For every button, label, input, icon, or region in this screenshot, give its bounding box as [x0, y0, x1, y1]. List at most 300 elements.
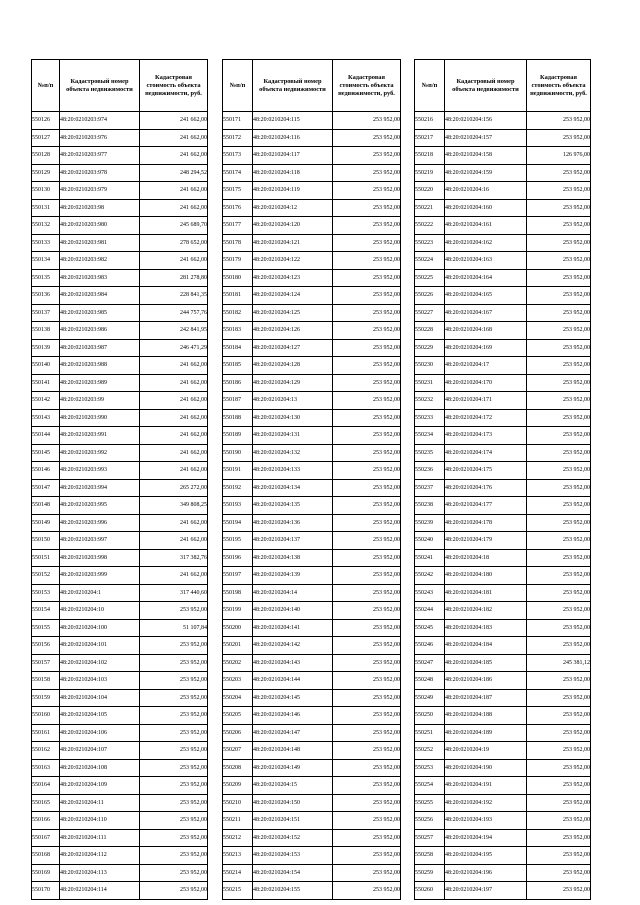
row-number: 550240: [415, 532, 445, 550]
table-row: [415, 287, 591, 305]
cadastral-number: 48:20:0210204:140: [253, 602, 333, 620]
row-number: 550246: [415, 637, 445, 655]
row-number: 550230: [415, 357, 445, 375]
row-number: 550213: [223, 847, 253, 865]
row-number: 550182: [223, 304, 253, 322]
row-number: 550166: [32, 812, 60, 830]
table-row: [223, 129, 401, 147]
cadastral-number: 48:20:0210204:196: [445, 864, 527, 882]
cadastral-number: 48:20:0210203:993: [60, 462, 140, 480]
cadastral-number: 48:20:0210204:170: [445, 374, 527, 392]
cadastral-value: 253 952,00: [527, 759, 591, 777]
cadastral-number: 48:20:0210204:182: [445, 602, 527, 620]
row-number: 550184: [223, 339, 253, 357]
cadastral-number: 48:20:0210203:994: [60, 479, 140, 497]
table-row: [32, 304, 208, 322]
row-number: 550253: [415, 759, 445, 777]
cadastral-value: 253 952,00: [333, 199, 401, 217]
table-row: [223, 217, 401, 235]
table-row: [32, 199, 208, 217]
cadastral-number: 48:20:0210204:134: [253, 479, 333, 497]
table-row: [223, 409, 401, 427]
cadastral-number: 48:20:0210204:120: [253, 217, 333, 235]
table-row: [223, 672, 401, 690]
cadastral-value: 253 952,00: [333, 742, 401, 760]
row-number: 550196: [223, 549, 253, 567]
table-row: [32, 479, 208, 497]
cadastral-number: 48:20:0210204:159: [445, 164, 527, 182]
cadastral-value: 51 107,84: [140, 619, 208, 637]
cadastral-number: 48:20:0210204:191: [445, 777, 527, 795]
table-row: [415, 182, 591, 200]
cadastral-value: 241 662,00: [140, 532, 208, 550]
table-row: [415, 444, 591, 462]
table-row: [415, 672, 591, 690]
table-row: [415, 234, 591, 252]
cadastral-number: 48:20:0210203:992: [60, 444, 140, 462]
table-row: [223, 339, 401, 357]
cadastral-number: 48:20:0210203:986: [60, 322, 140, 340]
table-row: [415, 304, 591, 322]
cadastral-number: 48:20:0210204:139: [253, 567, 333, 585]
cadastral-number: 48:20:0210204:148: [253, 742, 333, 760]
cadastral-number: 48:20:0210203:983: [60, 269, 140, 287]
table-row: [32, 724, 208, 742]
cadastral-number: 48:20:0210204:132: [253, 444, 333, 462]
cadastral-value: 253 952,00: [333, 847, 401, 865]
cadastral-number: 48:20:0210204:101: [60, 637, 140, 655]
row-number: 550251: [415, 724, 445, 742]
cadastral-number: 48:20:0210204:180: [445, 567, 527, 585]
cadastral-number: 48:20:0210204:174: [445, 444, 527, 462]
row-number: 550248: [415, 672, 445, 690]
row-number: 550258: [415, 847, 445, 865]
row-number: 550255: [415, 794, 445, 812]
table-row: [415, 829, 591, 847]
cadastral-value: 253 952,00: [333, 392, 401, 410]
cadastral-value: 253 952,00: [333, 549, 401, 567]
cadastral-number: 48:20:0210203:997: [60, 532, 140, 550]
row-number: 550136: [32, 287, 60, 305]
table-row: [32, 164, 208, 182]
table-row: [223, 602, 401, 620]
table-row: [223, 304, 401, 322]
row-number: 550256: [415, 812, 445, 830]
table-row: [32, 847, 208, 865]
cadastral-number: 48:20:0210204:122: [253, 252, 333, 270]
cadastral-number: 48:20:0210204:106: [60, 724, 140, 742]
cadastral-number: 48:20:0210204:13: [253, 392, 333, 410]
table-row: [32, 497, 208, 515]
table-row: [32, 129, 208, 147]
table-row: [223, 619, 401, 637]
cadastral-value: 253 952,00: [333, 129, 401, 147]
cadastral-number: 48:20:0210204:150: [253, 794, 333, 812]
row-number: 550192: [223, 479, 253, 497]
cadastral-value: 253 952,00: [333, 269, 401, 287]
row-number: 550237: [415, 479, 445, 497]
table-row: [223, 462, 401, 480]
cadastral-value: 253 952,00: [140, 759, 208, 777]
cadastral-value: 278 652,00: [140, 234, 208, 252]
cadastral-value: 253 952,00: [527, 339, 591, 357]
row-number: 550131: [32, 199, 60, 217]
cadastral-value: 253 952,00: [333, 637, 401, 655]
cadastral-value: 253 952,00: [527, 584, 591, 602]
cadastral-value: 253 952,00: [527, 129, 591, 147]
cadastral-number: 48:20:0210203:978: [60, 164, 140, 182]
header-cadastral-value: Кадастровая стоимость объекта недвижимости, руб.: [140, 60, 208, 112]
table-row: [32, 882, 208, 900]
row-number: 550138: [32, 322, 60, 340]
cadastral-value: 253 952,00: [333, 234, 401, 252]
cadastral-value: 126 976,00: [527, 147, 591, 165]
table-row: [223, 567, 401, 585]
header-cadastral-number: Кадастровый номер объекта недвижимости: [445, 60, 527, 112]
cadastral-number: 48:20:0210204:164: [445, 269, 527, 287]
row-number: 550197: [223, 567, 253, 585]
cadastral-value: 253 952,00: [140, 812, 208, 830]
cadastral-number: 48:20:0210204:177: [445, 497, 527, 515]
table-row: [223, 584, 401, 602]
header-cadastral-number: Кадастровый номер объекта недвижимости: [253, 60, 333, 112]
row-number: 550149: [32, 514, 60, 532]
cadastral-number: 48:20:0210204:143: [253, 654, 333, 672]
row-number: 550226: [415, 287, 445, 305]
row-number: 550139: [32, 339, 60, 357]
table-row: [223, 444, 401, 462]
row-number: 550167: [32, 829, 60, 847]
table-row: [223, 374, 401, 392]
row-number: 550221: [415, 199, 445, 217]
row-number: 550156: [32, 637, 60, 655]
cadastral-value: 253 952,00: [333, 217, 401, 235]
table-row: [415, 759, 591, 777]
table-row: [415, 392, 591, 410]
table-row: [415, 707, 591, 725]
row-number: 550195: [223, 532, 253, 550]
row-number: 550143: [32, 409, 60, 427]
cadastral-value: 241 662,00: [140, 514, 208, 532]
row-number: 550250: [415, 707, 445, 725]
table-row: [415, 129, 591, 147]
row-number: 550144: [32, 427, 60, 445]
row-number: 550187: [223, 392, 253, 410]
cadastral-number: 48:20:0210204:160: [445, 199, 527, 217]
cadastral-number: 48:20:0210204:118: [253, 164, 333, 182]
table-row: [223, 847, 401, 865]
cadastral-number: 48:20:0210204:113: [60, 864, 140, 882]
cadastral-number: 48:20:0210204:107: [60, 742, 140, 760]
cadastral-number: 48:20:0210203:999: [60, 567, 140, 585]
cadastral-number: 48:20:0210204:184: [445, 637, 527, 655]
table-row: [415, 357, 591, 375]
table-row: [415, 479, 591, 497]
table-row: [415, 654, 591, 672]
table-row: [415, 549, 591, 567]
cadastral-value: 253 952,00: [333, 514, 401, 532]
cadastral-number: 48:20:0210203:989: [60, 374, 140, 392]
cadastral-number: 48:20:0210204:126: [253, 322, 333, 340]
row-number: 550147: [32, 479, 60, 497]
table-row: [415, 462, 591, 480]
row-number: 550174: [223, 164, 253, 182]
table-row: [415, 409, 591, 427]
table-row: [32, 322, 208, 340]
cadastral-value: 241 662,00: [140, 182, 208, 200]
cadastral-number: 48:20:0210204:179: [445, 532, 527, 550]
table-row: [415, 497, 591, 515]
row-number: 550231: [415, 374, 445, 392]
header-number: №п/п: [415, 60, 445, 112]
table-row: [223, 742, 401, 760]
row-number: 550176: [223, 199, 253, 217]
cadastral-number: 48:20:0210204:137: [253, 532, 333, 550]
cadastral-number: 48:20:0210203:987: [60, 339, 140, 357]
cadastral-value: 253 952,00: [333, 829, 401, 847]
table-row: [32, 707, 208, 725]
cadastral-value: 253 952,00: [527, 812, 591, 830]
cadastral-number: 48:20:0210204:181: [445, 584, 527, 602]
row-number: 550202: [223, 654, 253, 672]
row-number: 550227: [415, 304, 445, 322]
cadastral-number: 48:20:0210203:977: [60, 147, 140, 165]
cadastral-value: 253 952,00: [527, 567, 591, 585]
cadastral-value: 253 952,00: [333, 654, 401, 672]
cadastral-number: 48:20:0210204:169: [445, 339, 527, 357]
cadastral-number: 48:20:0210204:195: [445, 847, 527, 865]
table-row: [32, 619, 208, 637]
cadastral-number: 48:20:0210204:16: [445, 182, 527, 200]
cadastral-value: 253 952,00: [333, 532, 401, 550]
cadastral-value: 253 952,00: [527, 707, 591, 725]
cadastral-value: 253 952,00: [527, 602, 591, 620]
table-row: [223, 234, 401, 252]
row-number: 550201: [223, 637, 253, 655]
cadastral-number: 48:20:0210203:985: [60, 304, 140, 322]
row-number: 550154: [32, 602, 60, 620]
cadastral-value: 245 689,70: [140, 217, 208, 235]
cadastral-value: 253 952,00: [527, 479, 591, 497]
cadastral-value: 253 952,00: [333, 304, 401, 322]
row-number: 550243: [415, 584, 445, 602]
row-number: 550207: [223, 742, 253, 760]
cadastral-number: 48:20:0210204:125: [253, 304, 333, 322]
table-row: [32, 269, 208, 287]
row-number: 550161: [32, 724, 60, 742]
header-cadastral-value: Кадастровая стоимость объекта недвижимости, руб.: [333, 60, 401, 112]
table-row: [223, 357, 401, 375]
row-number: 550257: [415, 829, 445, 847]
table-row: [223, 269, 401, 287]
table-row: [415, 514, 591, 532]
table-row: [32, 392, 208, 410]
table-row: [32, 339, 208, 357]
table-row: [415, 427, 591, 445]
table-row: [415, 374, 591, 392]
row-number: 550162: [32, 742, 60, 760]
row-number: 550189: [223, 427, 253, 445]
header-cadastral-value: Кадастровая стоимость объекта недвижимости, руб.: [527, 60, 591, 112]
row-number: 550135: [32, 269, 60, 287]
cadastral-value: 253 952,00: [527, 182, 591, 200]
table-row: [415, 339, 591, 357]
row-number: 550218: [415, 147, 445, 165]
cadastral-number: 48:20:0210204:189: [445, 724, 527, 742]
table-row: [415, 637, 591, 655]
row-number: 550164: [32, 777, 60, 795]
row-number: 550153: [32, 584, 60, 602]
table-row: [415, 567, 591, 585]
table-row: [32, 409, 208, 427]
cadastral-number: 48:20:0210203:990: [60, 409, 140, 427]
table-row: [32, 742, 208, 760]
cadastral-number: 48:20:0210204:117: [253, 147, 333, 165]
cadastral-value: 253 952,00: [140, 689, 208, 707]
table-row: [223, 287, 401, 305]
table-row: [415, 584, 591, 602]
table-row: [32, 112, 208, 130]
cadastral-value: 253 952,00: [527, 409, 591, 427]
row-number: 550238: [415, 497, 445, 515]
row-number: 550150: [32, 532, 60, 550]
cadastral-value: 253 952,00: [140, 864, 208, 882]
table-row: [415, 199, 591, 217]
row-number: 550233: [415, 409, 445, 427]
row-number: 550146: [32, 462, 60, 480]
table-row: [415, 864, 591, 882]
cadastral-value: 253 952,00: [140, 742, 208, 760]
cadastral-value: 241 662,00: [140, 252, 208, 270]
cadastral-number: 48:20:0210204:156: [445, 112, 527, 130]
cadastral-value: 253 952,00: [527, 549, 591, 567]
cadastral-number: 48:20:0210204:102: [60, 654, 140, 672]
cadastral-value: 253 952,00: [333, 427, 401, 445]
table-row: [32, 759, 208, 777]
cadastral-value: 253 952,00: [527, 462, 591, 480]
table-row: [223, 864, 401, 882]
table-row: [32, 374, 208, 392]
table-row: [223, 724, 401, 742]
cadastral-value: 253 952,00: [527, 269, 591, 287]
cadastral-value: 253 952,00: [333, 602, 401, 620]
cadastral-value: 253 952,00: [527, 322, 591, 340]
cadastral-number: 48:20:0210204:130: [253, 409, 333, 427]
header-number: №п/п: [223, 60, 253, 112]
table-row: [32, 147, 208, 165]
header-cadastral-number: Кадастровый номер объекта недвижимости: [60, 60, 140, 112]
cadastral-value: 253 952,00: [140, 724, 208, 742]
table-row: [223, 689, 401, 707]
cadastral-value: 241 662,00: [140, 409, 208, 427]
table-row: [223, 497, 401, 515]
row-number: 550175: [223, 182, 253, 200]
cadastral-value: 253 952,00: [333, 287, 401, 305]
cadastral-number: 48:20:0210203:98: [60, 199, 140, 217]
cadastral-value: 253 952,00: [333, 164, 401, 182]
table-row: [415, 322, 591, 340]
cadastral-number: 48:20:0210204:135: [253, 497, 333, 515]
row-number: 550203: [223, 672, 253, 690]
table-row: [415, 742, 591, 760]
row-number: 550172: [223, 129, 253, 147]
cadastral-value: 253 952,00: [333, 479, 401, 497]
cadastral-number: 48:20:0210203:979: [60, 182, 140, 200]
table-row: [415, 602, 591, 620]
row-number: 550133: [32, 234, 60, 252]
table-row: [223, 112, 401, 130]
row-number: 550220: [415, 182, 445, 200]
cadastral-value: 253 952,00: [140, 882, 208, 900]
table-row: [415, 252, 591, 270]
cadastral-value: 253 952,00: [527, 112, 591, 130]
table-row: [223, 812, 401, 830]
cadastral-number: 48:20:0210204:141: [253, 619, 333, 637]
row-number: 550145: [32, 444, 60, 462]
cadastral-number: 48:20:0210204:12: [253, 199, 333, 217]
table-row: [415, 532, 591, 550]
row-number: 550232: [415, 392, 445, 410]
table-row: [415, 882, 591, 900]
table-row: [223, 479, 401, 497]
cadastral-number: 48:20:0210204:103: [60, 672, 140, 690]
cadastral-number: 48:20:0210204:127: [253, 339, 333, 357]
row-number: 550235: [415, 444, 445, 462]
cadastral-value: 253 952,00: [333, 252, 401, 270]
cadastral-value: 244 757,76: [140, 304, 208, 322]
table-row: [32, 287, 208, 305]
row-number: 550141: [32, 374, 60, 392]
cadastral-value: 253 952,00: [140, 794, 208, 812]
cadastral-number: 48:20:0210204:129: [253, 374, 333, 392]
row-number: 550236: [415, 462, 445, 480]
table-row: [223, 392, 401, 410]
cadastral-number: 48:20:0210204:173: [445, 427, 527, 445]
row-number: 550180: [223, 269, 253, 287]
row-number: 550214: [223, 864, 253, 882]
cadastral-value: 253 952,00: [527, 357, 591, 375]
cadastral-number: 48:20:0210203:982: [60, 252, 140, 270]
cadastral-value: 253 952,00: [140, 602, 208, 620]
cadastral-number: 48:20:0210204:178: [445, 514, 527, 532]
cadastral-value: 253 952,00: [333, 724, 401, 742]
cadastral-number: 48:20:0210204:123: [253, 269, 333, 287]
cadastral-number: 48:20:0210204:10: [60, 602, 140, 620]
table-row: [223, 637, 401, 655]
cadastral-value: 253 952,00: [527, 217, 591, 235]
table-row: [32, 654, 208, 672]
cadastral-number: 48:20:0210204:193: [445, 812, 527, 830]
cadastral-number: 48:20:0210204:105: [60, 707, 140, 725]
cadastral-value: 253 952,00: [333, 707, 401, 725]
cadastral-value: 253 952,00: [333, 462, 401, 480]
cadastral-value: 241 662,00: [140, 462, 208, 480]
table-row: [415, 619, 591, 637]
cadastral-value: 253 952,00: [333, 689, 401, 707]
cadastral-number: 48:20:0210204:194: [445, 829, 527, 847]
table-row: [32, 602, 208, 620]
cadastral-number: 48:20:0210204:197: [445, 882, 527, 900]
row-number: 550126: [32, 112, 60, 130]
cadastral-number: 48:20:0210204:15: [253, 777, 333, 795]
cadastral-number: 48:20:0210204:17: [445, 357, 527, 375]
table-row: [415, 689, 591, 707]
cadastral-number: 48:20:0210204:186: [445, 672, 527, 690]
table-row: [223, 252, 401, 270]
row-number: 550254: [415, 777, 445, 795]
cadastral-number: 48:20:0210204:167: [445, 304, 527, 322]
table-row: [32, 217, 208, 235]
